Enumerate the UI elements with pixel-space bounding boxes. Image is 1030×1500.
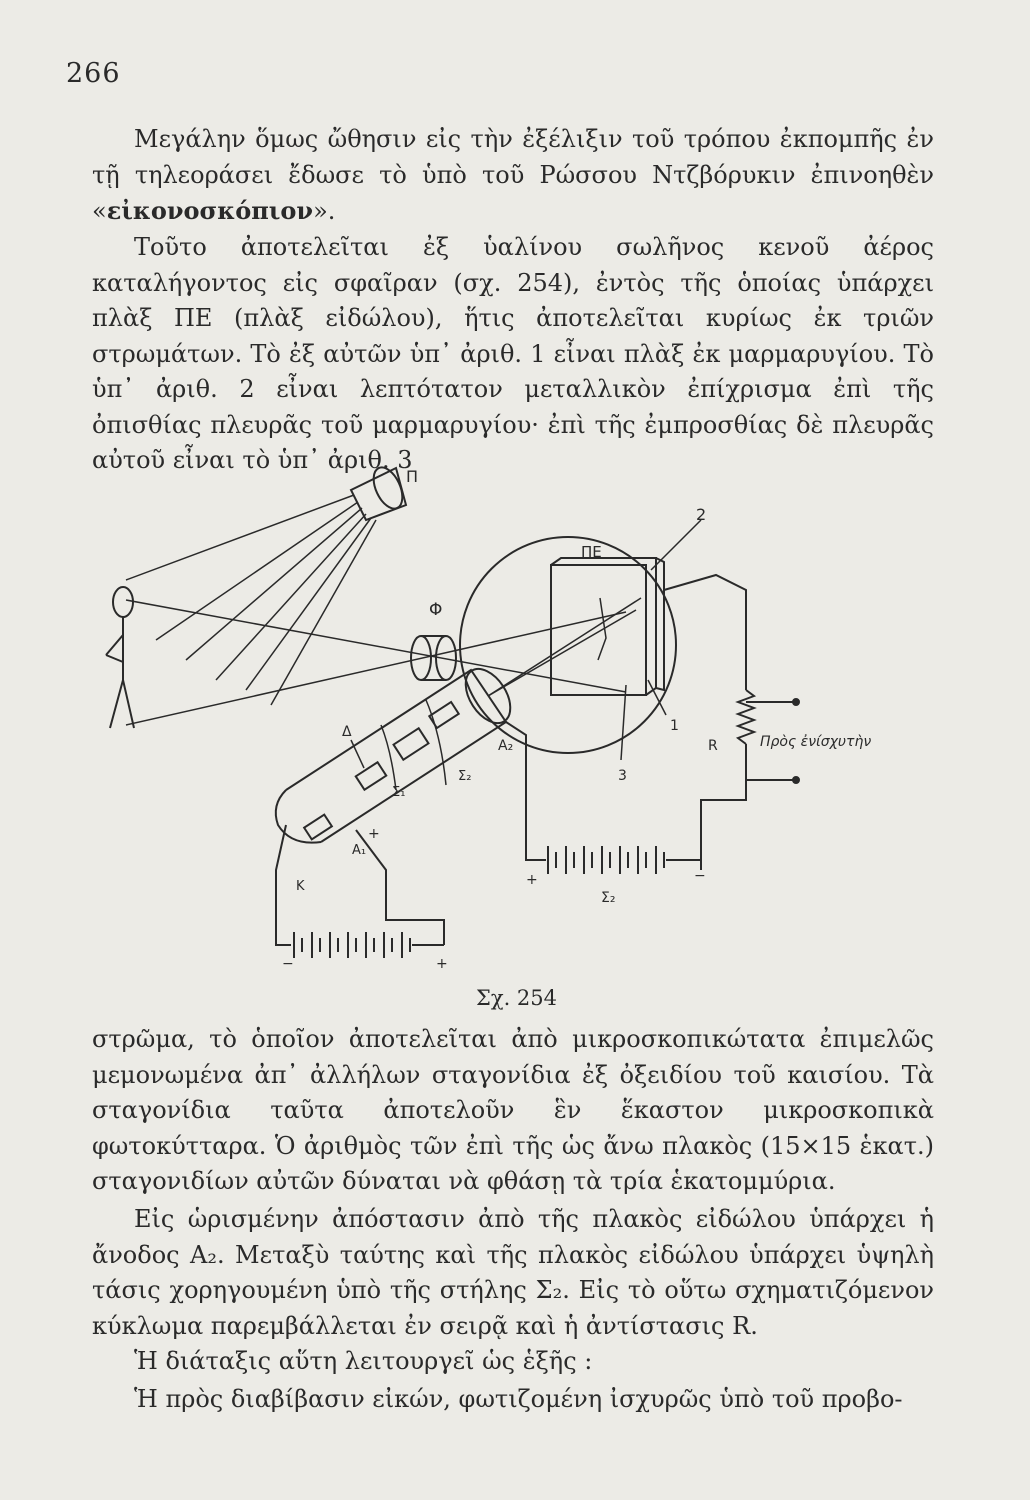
- label-sigma-1: Σ₁: [392, 785, 406, 800]
- label-amplifier: Πρὸς ἐνίσχυτὴν: [760, 734, 872, 750]
- paragraph-operation: Ἡ πρὸς διαβίβασιν εἰκών, φωτιζομένη ἰσχυρῶς ὑπὸ τοῦ προβο-: [134, 1385, 903, 1413]
- term-iconoscope: εἰκονοσκόπιον: [106, 196, 314, 225]
- battery-cathode: [281, 932, 444, 958]
- iconoscope-diagram: [96, 450, 916, 990]
- label-projector: Π: [406, 467, 419, 486]
- label-anode-1: Α₁: [352, 843, 367, 858]
- wire-anode-1: [356, 830, 444, 945]
- label-layer-3: 3: [618, 768, 627, 784]
- wire-resistor-down: [701, 744, 746, 870]
- label-minus-battery-2: −: [694, 868, 706, 884]
- electron-gun-tube: [276, 661, 520, 843]
- label-plus-battery-2: +: [526, 872, 538, 888]
- label-battery-2: Σ₂: [601, 890, 616, 906]
- wire-plate-right: [664, 575, 746, 690]
- battery-sigma-2: [536, 846, 701, 874]
- person-figure: [106, 587, 134, 728]
- label-layer-1: 1: [670, 718, 679, 734]
- paragraph-description: Τοῦτο ἀποτελεῖται ἐξ ὑαλίνου σωλῆνος κενοῦ ἀέρος καταλήγοντος εἰς σφαῖραν (σχ. 254), ἐντὸς τῆς ὁποίας ὑπάρχει πλὰξ ΠΕ (πλὰξ εἰδώλου), ἥτις ἀποτελεῖται κυρίως ἐκ τριῶν στρωμάτων. Τὸ ἐξ αὐτῶν ὑπ᾽ ἀριθ. 1 εἶναι πλὰξ ἐκ μαρμαρυγίου. Τὸ ὑπ᾽ ἀριθ. 2 εἶναι λεπτότατον μεταλλικὸν ἐπίχρισμα ἐπὶ τῆς ὀπισθίας πλευρᾶς τοῦ μαρμαρυγίου· ἐπὶ τῆς ἐμπροσθίας δὲ πλευρᾶς αὐτοῦ εἶναι τὸ ὑπ᾽ ἀριθ. 3: [92, 233, 934, 474]
- light-rays: [126, 495, 376, 705]
- deflection-coil: [381, 725, 396, 790]
- pointer-layer-2: [651, 520, 701, 570]
- label-plus-battery-1: +: [436, 956, 448, 972]
- label-anode-2: Α₂: [498, 738, 514, 754]
- label-cathode: Κ: [296, 879, 305, 894]
- label-resistor: R: [708, 738, 718, 754]
- figure-caption: Σχ. 254: [476, 986, 558, 1010]
- page-number: 266: [66, 58, 121, 89]
- label-layer-2: 2: [696, 505, 707, 524]
- paragraph-intro-text: Μεγάλην ὅμως ὤθησιν εἰς τὴν ἐξέλιξιν τοῦ τρόπου ἐκπομπῆς ἐν τῇ τηλεοράσει ἔδωσε τὸ ὑπὸ τοῦ Ρώσσου Ντζβόρυκιν ἐπινοηθὲν «: [92, 125, 934, 225]
- wire-cathode: [276, 825, 286, 945]
- pointer-layer-3: [621, 685, 626, 760]
- label-lens: Φ: [429, 600, 443, 620]
- paragraph-intro-end: ».: [313, 197, 336, 225]
- paragraph-operation-intro: Ἡ διάταξις αὕτη λειτουργεῖ ὡς ἑξῆς :: [134, 1347, 593, 1375]
- label-minus-battery-1: −: [282, 956, 294, 972]
- resistor: [738, 690, 754, 744]
- paragraph-anode: Εἰς ὡρισμένην ἀπόστασιν ἀπὸ τῆς πλακὸς εἰδώλου ὑπάρχει ἡ ἄνοδος Α₂. Μεταξὺ ταύτης καὶ τῆς πλακὸς εἰδώλου ὑπάρχει ὑψηλὴ τάσις χορηγουμένη ὑπὸ τῆς στήλης Σ₂. Εἰς τὸ οὕτω σχηματιζόμενον κύκλωμα παρεμβάλλεται ἐν σειρᾷ καὶ ἡ ἀντίστασις R.: [92, 1205, 934, 1340]
- label-sigma-2-inner: Σ₂: [458, 769, 472, 784]
- paragraph-layer-3: στρῶμα, τὸ ὁποῖον ἀποτελεῖται ἀπὸ μικροσκοπικώτατα ἐπιμελῶς μεμονωμένα ἀπ᾽ ἀλλήλων σταγονίδια ἐξ ὀξειδίου τοῦ καισίου. Τὰ σταγονίδια ταῦτα ἀποτελοῦν ἓν ἕκαστον μικροσκοπικὰ φωτοκύτταρα. Ὁ ἀριθμὸς τῶν ἐπὶ τῆς ὡς ἄνω πλακὸς (15×15 ἑκατ.) σταγονιδίων αὐτῶν δύναται νὰ φθάσῃ τὰ τρία ἑκατομμύρια.: [92, 1025, 934, 1195]
- label-delta: Δ: [342, 724, 352, 740]
- label-plate: ΠΕ: [581, 543, 602, 561]
- label-plus-anode-1: +: [368, 826, 380, 842]
- paragraph-intro: [92, 122, 934, 230]
- lens-assembly: [411, 636, 456, 680]
